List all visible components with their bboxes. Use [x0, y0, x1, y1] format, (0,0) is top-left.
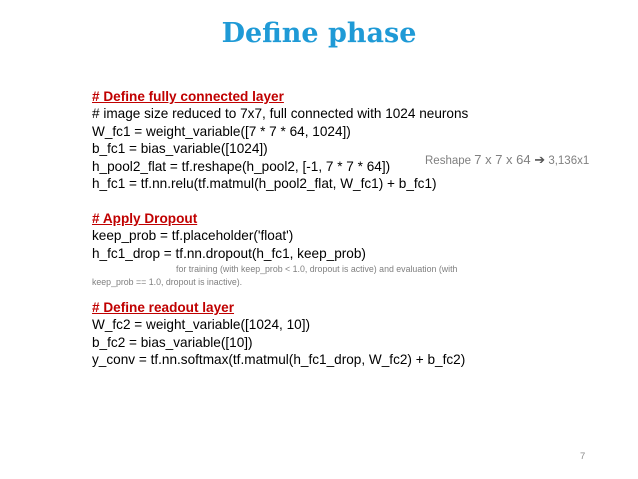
- annotation-result: 3,136x1: [545, 155, 590, 167]
- spacer: [92, 192, 632, 209]
- annotation-prefix: Reshape: [425, 155, 475, 167]
- code-line: # image size reduced to 7x7, full connected with 1024 neurons: [92, 106, 469, 122]
- code-line: W_fc2 = weight_variable([1024, 10]): [92, 317, 310, 333]
- code-block: [92, 88, 632, 369]
- code-line: W_fc1 = weight_variable([7 * 7 * 64, 1024]): [92, 123, 351, 139]
- dropout-note-line1: for training (with keep_prob < 1.0, dropout is active) and evaluation (with: [176, 264, 458, 275]
- code-line: h_pool2_flat = tf.reshape(h_pool2, [-1, 7 * 7 * 64]): [92, 158, 391, 174]
- spacer: [92, 287, 632, 299]
- readout-heading: # Define readout layer: [92, 300, 235, 316]
- code-line: b_fc2 = bias_variable([10]): [92, 334, 253, 350]
- arrow-right-icon: ➔: [534, 152, 546, 167]
- slide-title: Define phase: [221, 18, 417, 49]
- code-line: h_fc1_drop = tf.nn.dropout(h_fc1, keep_prob): [92, 245, 366, 261]
- reshape-annotation: [425, 152, 589, 168]
- code-line: keep_prob = tf.placeholder('float'): [92, 228, 294, 244]
- code-line: h_fc1 = tf.nn.relu(tf.matmul(h_pool2_flat, W_fc1) + b_fc1): [92, 176, 437, 192]
- dropout-note-line2: keep_prob == 1.0, dropout is inactive).: [92, 277, 243, 288]
- annotation-dims: 7 x 7 x 64: [474, 152, 535, 167]
- code-line: y_conv = tf.nn.softmax(tf.matmul(h_fc1_drop, W_fc2) + b_fc2): [92, 352, 466, 368]
- code-line: b_fc1 = bias_variable([1024]): [92, 141, 268, 157]
- dropout-heading: # Apply Dropout: [92, 210, 198, 226]
- page-number: 7: [580, 451, 586, 462]
- fc-heading: # Define fully connected layer: [92, 89, 284, 104]
